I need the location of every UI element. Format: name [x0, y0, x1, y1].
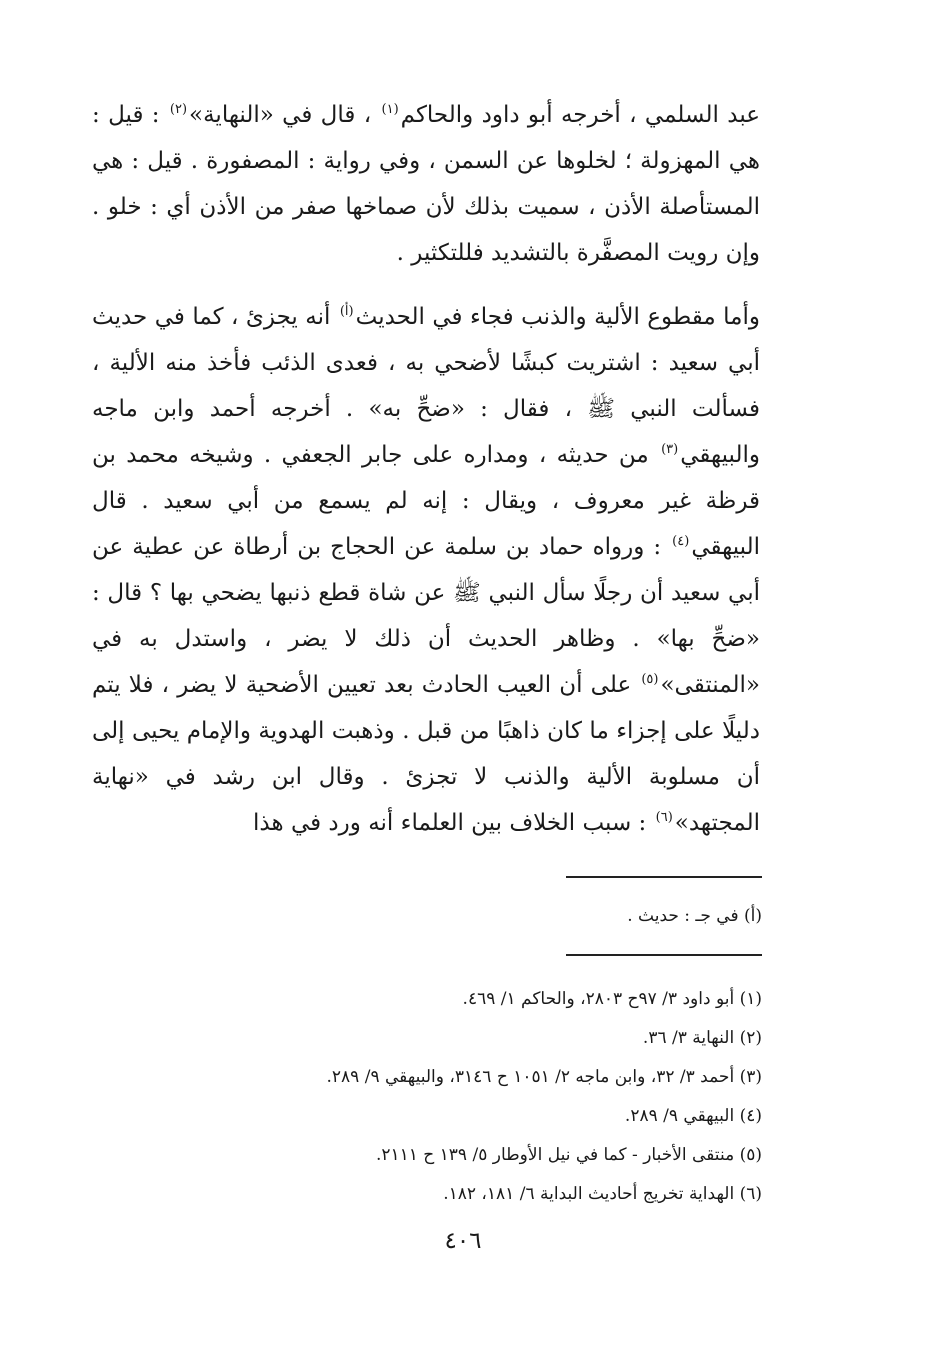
footnote-separator-rule	[566, 954, 762, 956]
footnote-ref-marker: (٥)	[641, 672, 659, 688]
text-run: ، قال في «النهاية»	[189, 102, 380, 128]
variant-note: (أ) في جـ : حديث .	[627, 906, 762, 926]
footnote-ref-marker: (أ)	[339, 304, 354, 320]
footnote-item: (٣) أحمد ٣/ ٣٢، وابن ماجه ٢/ ١٠٥١ ح ٣١٤٦، والبيهقي ٩/ ٢٨٩.	[326, 1067, 762, 1087]
page-number: ٤٠٦	[444, 1228, 482, 1254]
text-run: من حديثه ، ومداره على جابر الجعفي . وشيخه محمد بن قرظة غير معروف ، ويقال : إنه لم يسمع من أبي سعيد . قال البيهقي	[92, 442, 760, 560]
footnote-item: (٤) البيهقي ٩/ ٢٨٩.	[624, 1106, 762, 1126]
footnote-item: (٥) منتقى الأخبار - كما في نيل الأوطار ٥/ ١٣٩ ح ٢١١١.	[375, 1145, 762, 1165]
footnote-item: (١) أبو داود ٣/ ٩٧ح ٢٨٠٣، والحاكم ١/ ٤٦٩.	[462, 989, 762, 1009]
footnote-item: (٦) الهداية تخريج أحاديث البداية ٦/ ١٨١، ١٨٢.	[443, 1184, 762, 1204]
footnote-ref-marker: (٤)	[672, 534, 690, 550]
footnote-list	[142, 980, 762, 1214]
footnote-ref-marker: (١)	[381, 102, 399, 118]
text-run: عبد السلمي ، أخرجه أبو داود والحاكم	[400, 102, 760, 128]
variant-separator-rule	[566, 876, 762, 878]
text-run: : سبب الخلاف بين العلماء أنه ورد في هذا	[253, 810, 654, 836]
text-run: أنه يجزئ ، كما في حديث أبي سعيد : اشتريت كبشًا لأضحي به ، فعدى الذئب فأخذ منه الألية ، فسألت النبي ﷺ ، فقال : «ضحِّ به» . أخرجه أحمد وابن ماجه والبيهقي	[92, 304, 760, 468]
text-run: على أن العيب الحادث بعد تعيين الأضحية لا يضر ، فلا يتم دليلًا على إجزاء ما كان ذاهبًا من قبل . وذهبت الهدوية والإمام يحيى إلى أن مسلوبة الألية والذنب لا تجزئ . وقال ابن رشد في «نهاية المجتهد»	[92, 672, 760, 836]
footnote-ref-marker: (٣)	[661, 442, 679, 458]
footnote-ref-marker: (٢)	[169, 102, 188, 118]
text-run: وأما مقطوع الألية والذنب فجاء في الحديث	[355, 304, 760, 330]
paragraph	[92, 294, 760, 846]
footnote-ref-marker: (٦)	[655, 810, 673, 826]
text-run: : ورواه حماد بن سلمة عن الحجاج بن أرطاة عن عطية عن أبي سعيد أن رجلًا سأل النبي ﷺ عن شاة قطع ذنبها يضحي بها ؟ قال : «ضحِّ بها» . وظاهر الحديث أن ذلك لا يضر ، واستدل به في «المنتقى»	[92, 534, 760, 698]
footnote-item: (٢) النهاية ٣/ ٣٦.	[642, 1028, 762, 1048]
paragraph	[92, 92, 760, 276]
main-text	[92, 92, 760, 846]
text-run: : قيل : هي المهزولة ؛ لخلوها عن السمن ، وفي رواية : المصفورة . قيل : هي المستأصلة الأذن ، سميت بذلك لأن صماخها صفر من الأذن أي : خلو . وإن رويت المصفَّرة بالتشديد فللتكثير .	[92, 102, 760, 266]
